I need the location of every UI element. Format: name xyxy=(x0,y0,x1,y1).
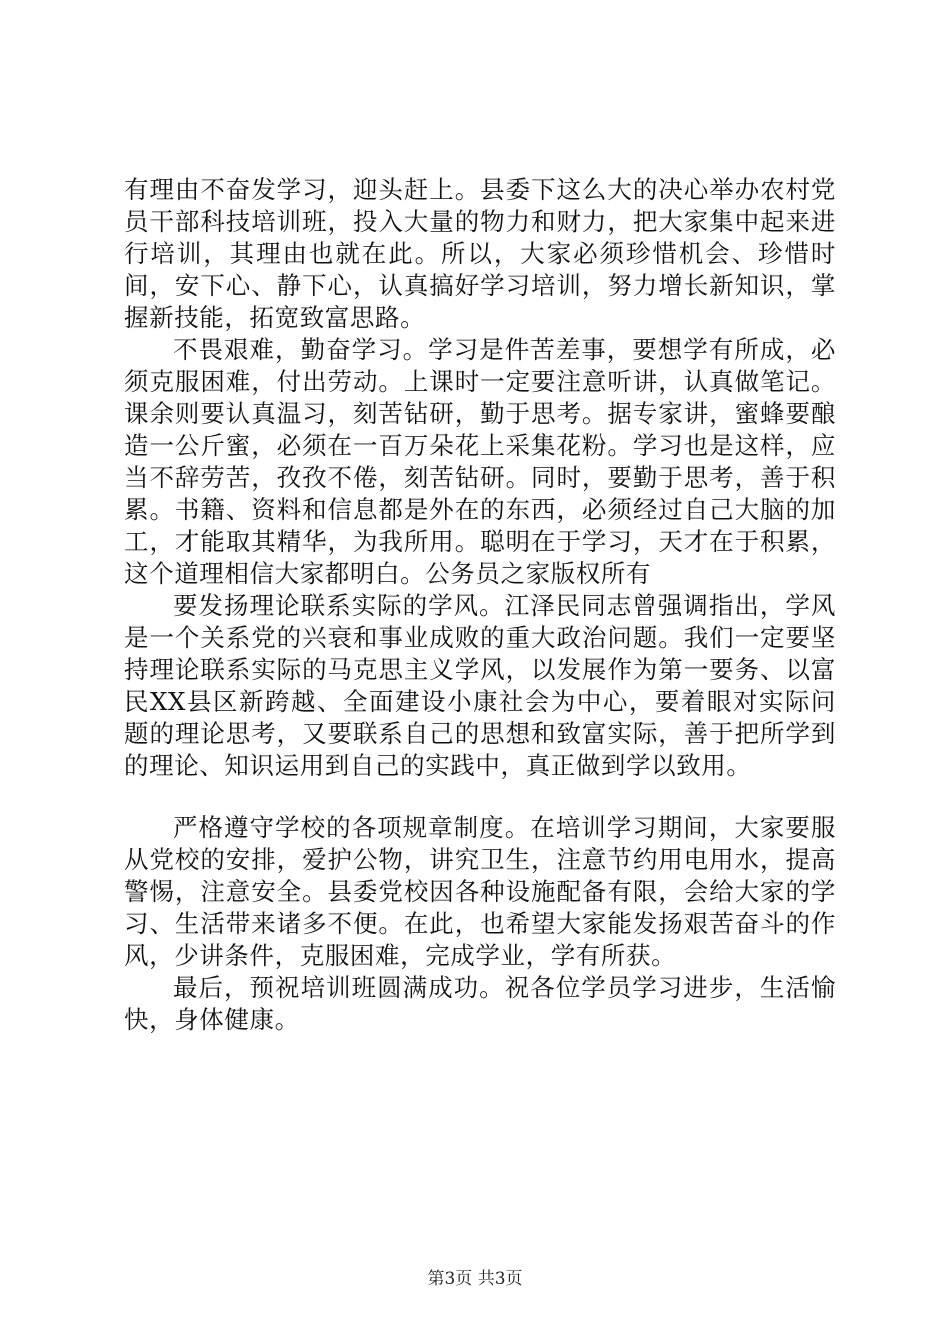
document-body xyxy=(124,174,836,1036)
paragraph-3: 要发扬理论联系实际的学风。江泽民同志曾强调指出，学风是一个关系党的兴衰和事业成败的重大政治问题。我们一定要坚持理论联系实际的马克思主义学风，以发展作为第一要务、以富民XX县区新跨越、全面建设小康社会为中心，要着眼对实际问题的理论思考，又要联系自己的思想和致富实际，善于把所学到的理论、知识运用到自己的实践中，真正做到学以致用。 xyxy=(124,591,836,780)
paragraph-1: 有理由不奋发学习，迎头赶上。县委下这么大的决心举办农村党员干部科技培训班，投入大量的物力和财力，把大家集中起来进行培训，其理由也就在此。所以，大家必须珍惜机会、珍惜时间，安下心、静下心，认真搞好学习培训，努力增长新知识，掌握新技能，拓宽致富思路。 xyxy=(124,175,836,332)
paragraph-2: 不畏艰难，勤奋学习。学习是件苦差事，要想学有所成，必须克服困难，付出劳动。上课时一定要注意听讲，认真做笔记。课余则要认真温习，刻苦钻研，勤于思考。据专家讲，蜜蜂要酿造一公斤蜜，必须在一百万朵花上采集花粉。学习也是这样，应当不辞劳苦，孜孜不倦，刻苦钻研。同时，要勤于思考，善于积累。书籍、资料和信息都是外在的东西，必须经过自己大脑的加工，才能取其精华，为我所用。聪明在于学习，天才在于积累，这个道理相信大家都明白。公务员之家版权所有 xyxy=(124,335,836,588)
paragraph-5: 最后，预祝培训班圆满成功。祝各位学员学习进步，生活愉快，身体健康。 xyxy=(124,973,836,1034)
page-footer: 第3页 共3页 xyxy=(427,1269,523,1289)
paragraph-4: 严格遵守学校的各项规章制度。在培训学习期间，大家要服从党校的安排，爱护公物，讲究卫生，注意节约用电用水，提高警惕，注意安全。县委党校因各种设施配备有限，会给大家的学习、生活带来诸多不便。在此，也希望大家能发扬艰苦奋斗的作风，少讲条件，克服困难，完成学业，学有所获。 xyxy=(124,813,836,970)
